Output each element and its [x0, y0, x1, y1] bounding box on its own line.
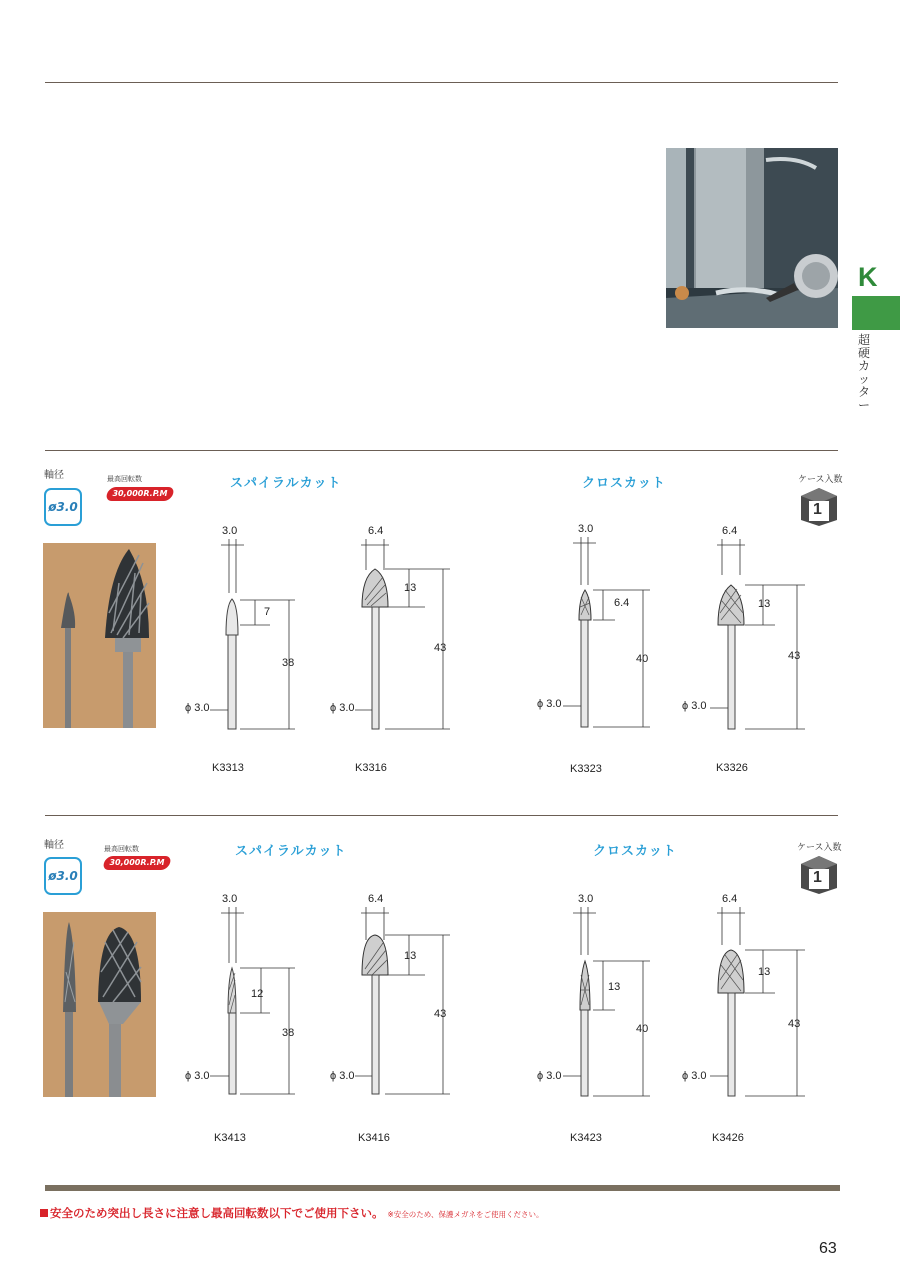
dim-shank: ϕ 3.0 [185, 702, 210, 714]
model-number: K3326 [716, 762, 748, 774]
side-tab-label: 超硬カッター [858, 333, 871, 412]
dim-head: 6.4 [614, 597, 630, 609]
tool-drawing-k3413 [210, 907, 295, 1094]
model-number: K3413 [214, 1132, 246, 1144]
dim-shank: ϕ 3.0 [537, 1070, 562, 1082]
rpm-label: 最高回転数 [104, 845, 139, 853]
dim-head: 13 [758, 598, 771, 610]
dim-head: 13 [608, 981, 621, 993]
spiral-cut-title: スパイラルカット [230, 476, 342, 491]
shank-label: 軸径 [44, 840, 64, 851]
dim-length: 43 [788, 650, 801, 662]
dim-width: 6.4 [368, 893, 384, 905]
tool-drawing-k3316 [355, 539, 450, 729]
footer-bar [45, 1185, 840, 1191]
model-number: K3323 [570, 763, 602, 775]
dim-head: 7 [264, 606, 271, 618]
shank-diameter-badge: ø3.0 [44, 857, 82, 895]
dim-head: 13 [404, 582, 417, 594]
dim-shank: ϕ 3.0 [682, 1070, 707, 1082]
safety-warning [40, 1205, 544, 1221]
dim-width: 6.4 [722, 893, 738, 905]
model-number: K3416 [358, 1132, 390, 1144]
dim-head: 12 [251, 988, 264, 1000]
dim-shank: ϕ 3.0 [682, 700, 707, 712]
safety-warning-note: ※安全のため、保護メガネをご使用ください。 [387, 1210, 544, 1219]
tool-drawing-k3423 [563, 907, 650, 1096]
dim-length: 43 [434, 642, 447, 654]
side-tab-letter: K [858, 262, 878, 292]
case-quantity-icon [797, 486, 841, 526]
dim-shank: ϕ 3.0 [330, 1070, 355, 1082]
case-quantity-icon [797, 854, 841, 894]
dim-width: 6.4 [368, 525, 384, 537]
warning-square-icon [40, 1209, 48, 1217]
dim-shank: ϕ 3.0 [185, 1070, 210, 1082]
tool-drawing-k3416 [355, 907, 450, 1094]
tool-photo [43, 912, 156, 1097]
side-tab-marker [852, 296, 900, 330]
tool-drawings [185, 895, 835, 1110]
tool-drawing-k3326 [710, 539, 805, 729]
dim-width: 3.0 [222, 525, 238, 537]
application-photo [666, 148, 838, 328]
dim-width: 6.4 [722, 525, 738, 537]
dim-width: 3.0 [578, 523, 594, 535]
tool-drawing-k3313 [210, 539, 295, 729]
dim-shank: ϕ 3.0 [330, 702, 355, 714]
model-number: K3423 [570, 1132, 602, 1144]
spiral-cut-title: スパイラルカット [235, 844, 347, 859]
model-number: K3316 [355, 762, 387, 774]
safety-warning-text: 安全のため突出し長さに注意し最高回転数以下でご使用下さい。 [50, 1206, 384, 1220]
tool-drawing-k3323 [563, 537, 650, 727]
cross-cut-title: クロスカット [593, 844, 677, 859]
rpm-badge: 30,000R.P.M [102, 856, 173, 870]
rpm-badge: 30,000R.P.M [105, 487, 176, 501]
dim-head: 13 [758, 966, 771, 978]
dim-shank: ϕ 3.0 [537, 698, 562, 710]
top-rule [45, 82, 838, 83]
dim-head: 13 [404, 950, 417, 962]
dim-width: 3.0 [578, 893, 594, 905]
shank-label: 軸径 [44, 470, 64, 481]
shank-diameter-badge: ø3.0 [44, 488, 82, 526]
section-rule [45, 450, 838, 451]
tool-photo [43, 543, 156, 728]
dim-width: 3.0 [222, 893, 238, 905]
model-number: K3426 [712, 1132, 744, 1144]
dim-length: 38 [282, 1027, 295, 1039]
tool-drawing-k3426 [710, 907, 805, 1096]
dim-length: 43 [434, 1008, 447, 1020]
section-rule [45, 815, 838, 816]
cross-cut-title: クロスカット [582, 476, 666, 491]
page-number: 63 [819, 1240, 837, 1257]
case-quantity-label: ケース入数 [797, 843, 842, 853]
case-quantity-label: ケース入数 [798, 475, 843, 485]
rpm-label: 最高回転数 [107, 475, 142, 483]
tool-drawings [185, 525, 835, 740]
dim-length: 43 [788, 1018, 801, 1030]
dim-length: 38 [282, 657, 295, 669]
case-quantity-value: 1 [813, 869, 822, 886]
dim-length: 40 [636, 653, 649, 665]
case-quantity-value: 1 [813, 501, 822, 518]
model-number: K3313 [212, 762, 244, 774]
dim-length: 40 [636, 1023, 649, 1035]
